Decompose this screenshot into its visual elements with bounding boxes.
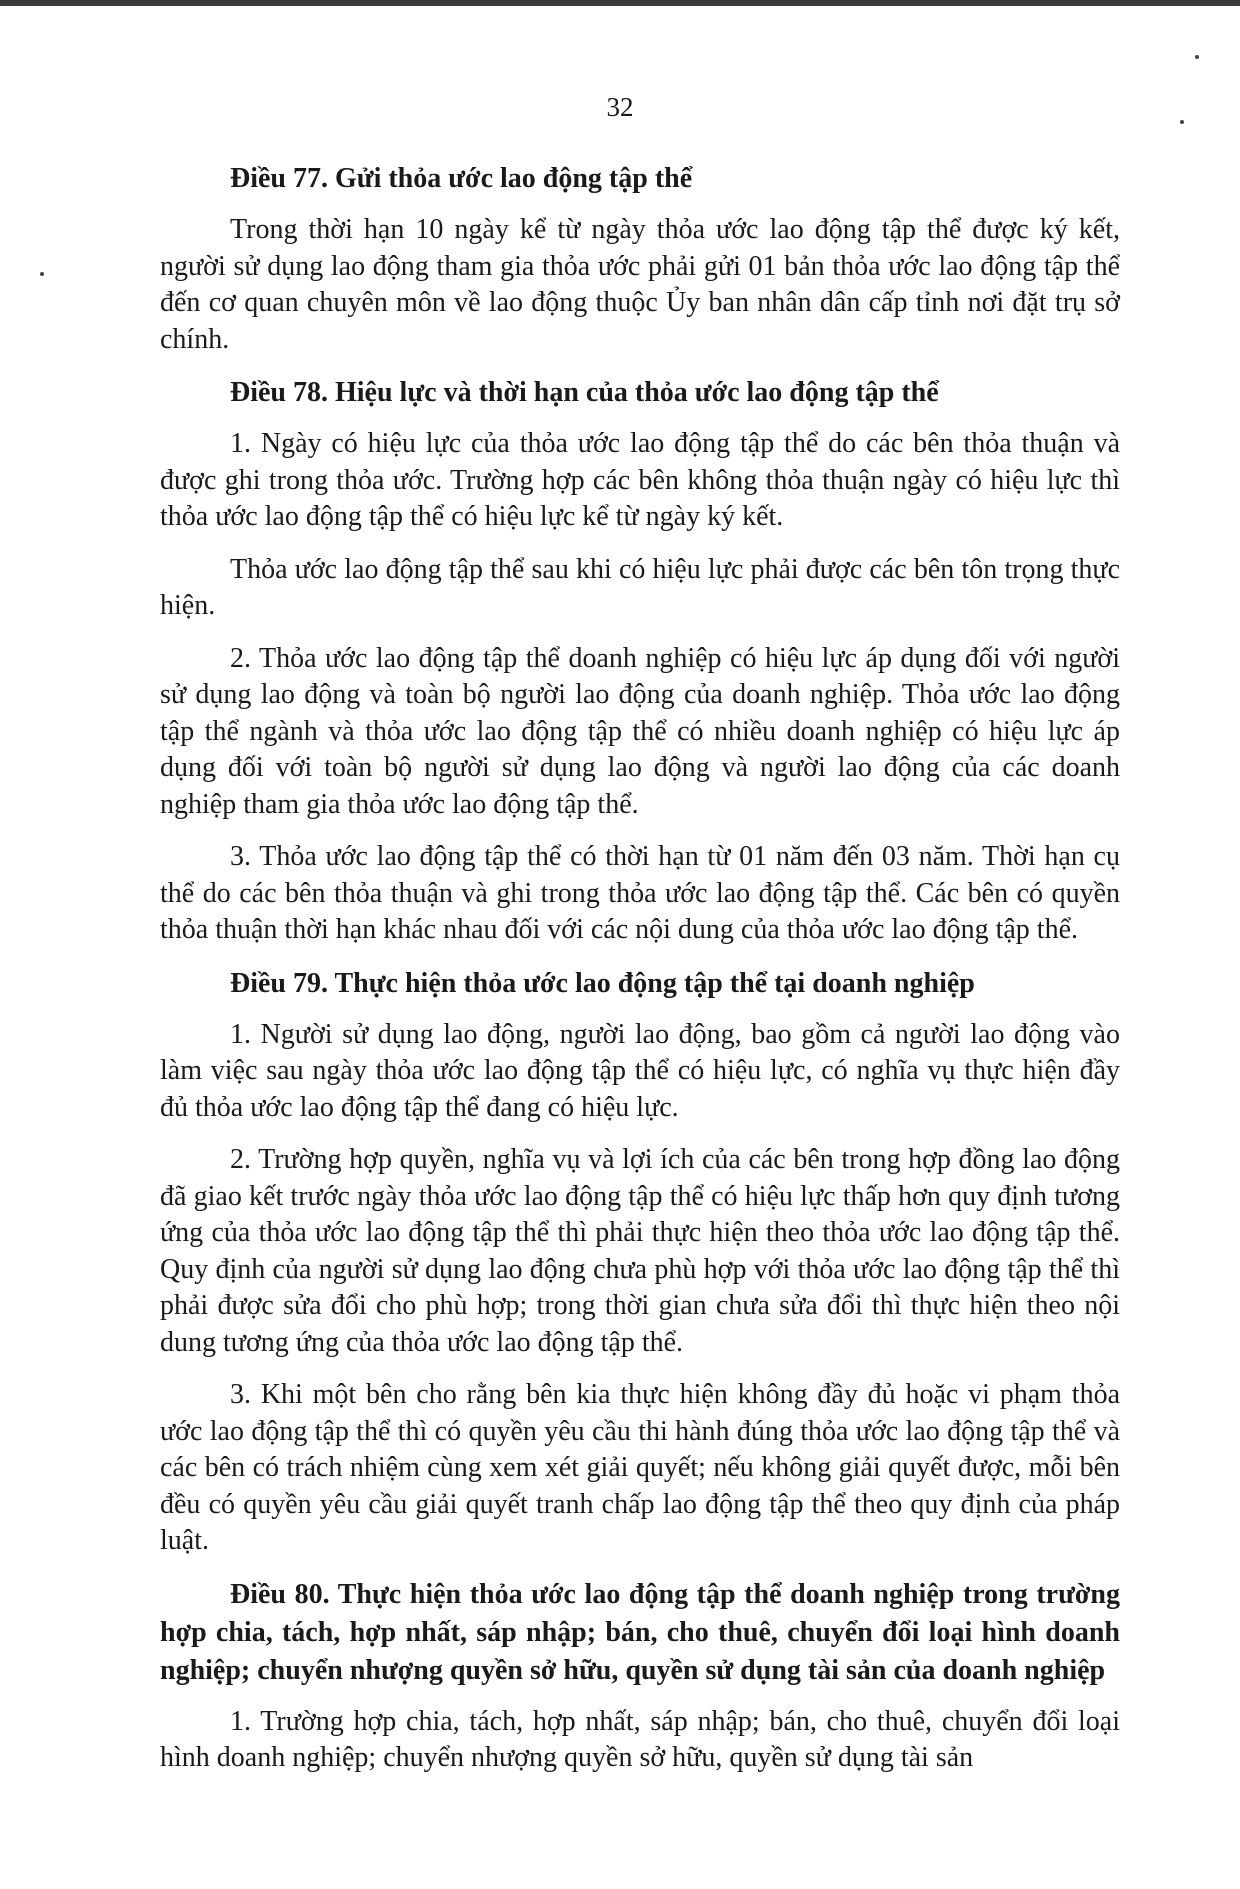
article-79 [160,965,1120,1560]
article-heading: Điều 80. Thực hiện thỏa ước lao động tập thể doanh nghiệp trong trường hợp chia, tách, hợp nhất, sáp nhập; bán, cho thuê, chuyển đổi loại hình doanh nghiệp; chuyển nhượng quyền sở hữu, quyền sử dụng tài sản của doanh nghiệp [160,1578,1120,1686]
scan-speck [1195,55,1199,59]
article-80 [160,1576,1120,1777]
paragraph: 2. Trường hợp quyền, nghĩa vụ và lợi ích của các bên trong hợp đồng lao động đã giao kết trước ngày thỏa ước lao động tập thể có hiệu lực thấp hơn quy định tương ứng của thỏa ước lao động tập thể thì phải thực hiện theo thỏa ước lao động tập thể. Quy định của người sử dụng lao động chưa phù hợp với thỏa ước lao động tập thể thì phải được sửa đổi cho phù hợp; trong thời gian chưa sửa đổi thì thực hiện theo nội dung tương ứng của thỏa ước lao động tập thể. [160,1144,1120,1358]
scan-edge [0,0,1240,6]
article-heading: Điều 78. Hiệu lực và thời hạn của thỏa ước lao động tập thể [230,377,939,408]
article-heading: Điều 79. Thực hiện thỏa ước lao động tập thể tại doanh nghiệp [230,967,975,999]
paragraph: 3. Khi một bên cho rằng bên kia thực hiện không đầy đủ hoặc vi phạm thỏa ước lao động tập thể thì có quyền yêu cầu thi hành đúng thỏa ước lao động tập thể và các bên có trách nhiệm cùng xem xét giải quyết; nếu không giải quyết được, mỗi bên đều có quyền yêu cầu giải quyết tranh chấp lao động tập thể theo quy định của pháp luật. [160,1379,1120,1556]
paragraph: 1. Ngày có hiệu lực của thỏa ước lao động tập thể do các bên thỏa thuận và được ghi trong thỏa ước. Trường hợp các bên không thỏa thuận ngày có hiệu lực thì thỏa ước lao động tập thể có hiệu lực kể từ ngày ký kết. [160,428,1120,532]
article-78 [160,374,1120,949]
paragraph: 3. Thỏa ước lao động tập thể có thời hạn từ 01 năm đến 03 năm. Thời hạn cụ thể do các bên thỏa thuận và ghi trong thỏa ước lao động tập thể. Các bên có quyền thỏa thuận thời hạn khác nhau đối với các nội dung của thỏa ước lao động tập thể. [160,841,1120,945]
page-number: 32 [606,92,634,122]
paragraph: 2. Thỏa ước lao động tập thể doanh nghiệp có hiệu lực áp dụng đối với người sử dụng lao động và toàn bộ người lao động của doanh nghiệp. Thỏa ước lao động tập thể ngành và thỏa ước lao động tập thể có nhiều doanh nghiệp có hiệu lực áp dụng đối với toàn bộ người sử dụng lao động và người lao động của các doanh nghiệp tham gia thỏa ước lao động tập thể. [160,642,1120,820]
paragraph: Trong thời hạn 10 ngày kể từ ngày thỏa ước lao động tập thể được ký kết, người sử dụng lao động tham gia thỏa ước phải gửi 01 bản thỏa ước lao động tập thể đến cơ quan chuyên môn về lao động thuộc Ủy ban nhân dân cấp tỉnh nơi đặt trụ sở chính. [160,214,1120,355]
paragraph: 1. Trường hợp chia, tách, hợp nhất, sáp nhập; bán, cho thuê, chuyển đổi loại hình doanh nghiệp; chuyển nhượng quyền sở hữu, quyền sử dụng tài sản [160,1705,1120,1773]
paragraph: 1. Người sử dụng lao động, người lao động, bao gồm cả người lao động vào làm việc sau ngày thỏa ước lao động tập thể có hiệu lực, có nghĩa vụ thực hiện đầy đủ thỏa ước lao động tập thể đang có hiệu lực. [160,1018,1120,1123]
scan-speck [40,272,44,276]
article-heading: Điều 77. Gửi thỏa ước lao động tập thể [230,163,693,194]
article-77 [160,160,1120,358]
paragraph: Thỏa ước lao động tập thể sau khi có hiệu lực phải được các bên tôn trọng thực hiện. [160,553,1120,621]
document-body [160,160,1120,1793]
